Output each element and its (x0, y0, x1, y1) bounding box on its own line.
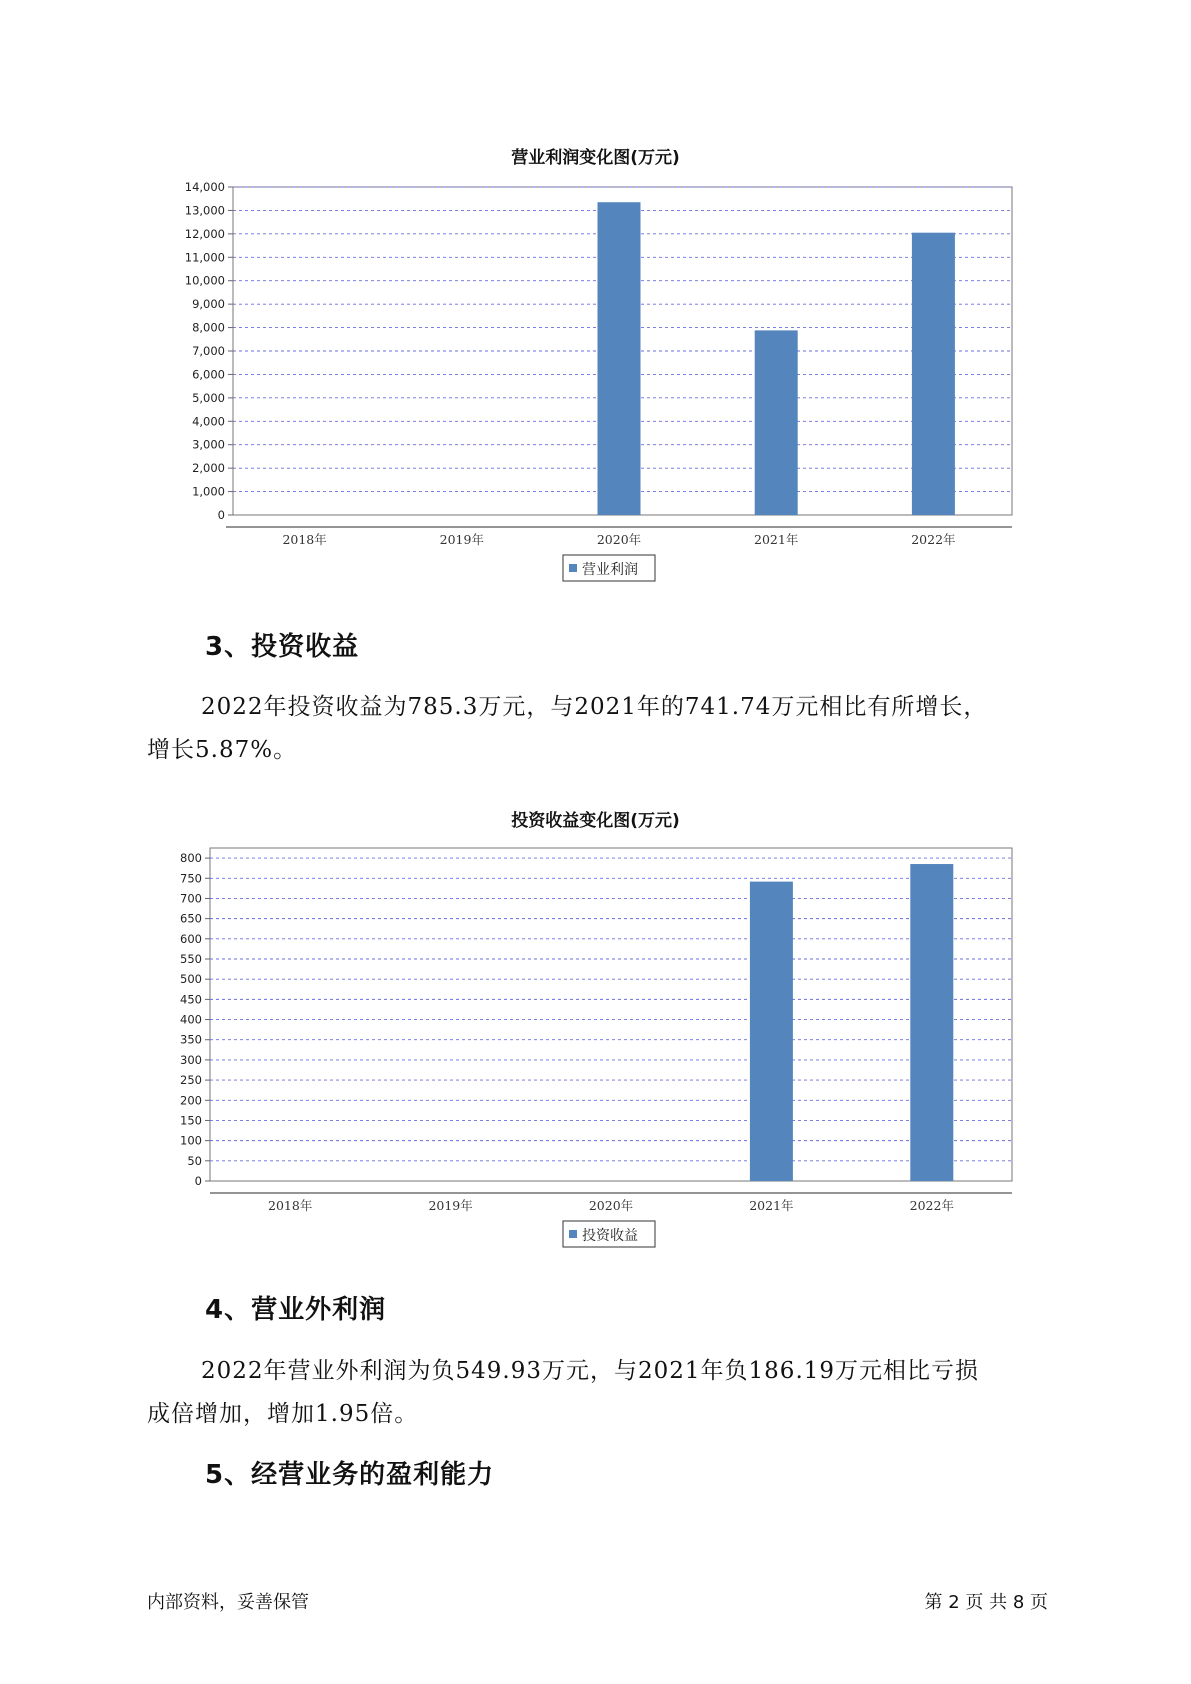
section-5-heading: 5、经营业务的盈利能力 (205, 1460, 495, 1490)
y-tick-label: 400 (180, 1012, 202, 1027)
x-category-label: 2022年 (909, 1198, 954, 1213)
section-4-line-2: 成倍增加，增加1.95倍。 (147, 1401, 419, 1427)
y-tick-label: 4,000 (192, 414, 225, 429)
x-category-label: 2020年 (588, 1198, 634, 1213)
y-tick-label: 200 (180, 1093, 202, 1108)
y-tick-label: 1,000 (192, 484, 225, 499)
y-tick-label: 800 (180, 851, 202, 866)
y-tick-label: 50 (187, 1153, 202, 1168)
investment-income-chart-title: 投资收益变化图(万元) (511, 811, 680, 831)
section-3-paragraph (147, 686, 1047, 772)
section-3-line-1: 2022年投资收益为785.3万元，与2021年的741.74万元相比有所增长， (201, 694, 988, 720)
x-category-label: 2019年 (428, 1198, 473, 1213)
y-tick-label: 11,000 (184, 250, 225, 265)
x-category-label: 2018年 (282, 532, 327, 547)
operating-profit-chart-title: 营业利润变化图(万元) (511, 148, 680, 168)
footer-confidential-note: 内部资料，妥善保管 (147, 1592, 309, 1613)
bar-2022年 (910, 864, 953, 1181)
y-tick-label: 10,000 (184, 273, 225, 288)
y-tick-label: 5,000 (192, 390, 225, 405)
y-tick-label: 150 (180, 1113, 202, 1128)
y-tick-label: 14,000 (184, 180, 225, 194)
plot-frame (210, 848, 1012, 1181)
y-tick-label: 2,000 (192, 461, 225, 476)
y-tick-label: 700 (180, 891, 202, 906)
y-tick-label: 600 (180, 931, 202, 946)
legend-label: 营业利润 (582, 562, 638, 578)
y-tick-label: 500 (180, 972, 202, 987)
section-4-line-1: 2022年营业外利润为负549.93万元，与2021年负186.19万元相比亏损 (201, 1358, 980, 1384)
y-tick-label: 3,000 (192, 437, 225, 452)
x-category-label: 2018年 (268, 1198, 313, 1213)
section-4-paragraph (147, 1350, 1047, 1436)
y-tick-label: 750 (180, 871, 202, 886)
y-tick-label: 12,000 (184, 226, 225, 241)
section-3-heading: 3、投资收益 (205, 632, 360, 662)
y-tick-label: 650 (180, 911, 202, 926)
section-3-line-2: 增长5.87%。 (147, 737, 298, 763)
y-tick-label: 300 (180, 1052, 202, 1067)
bar-2021年 (750, 882, 793, 1181)
y-tick-label: 0 (194, 1174, 202, 1188)
investment-income-chart (0, 836, 1191, 1256)
bar-2022年 (912, 233, 955, 515)
y-tick-label: 6,000 (192, 367, 225, 382)
y-tick-label: 9,000 (192, 297, 225, 312)
y-tick-label: 7,000 (192, 344, 225, 358)
y-tick-label: 13,000 (184, 203, 225, 218)
x-category-label: 2021年 (754, 532, 799, 547)
x-category-label: 2020年 (596, 532, 642, 547)
y-tick-label: 0 (217, 508, 225, 522)
y-tick-label: 350 (180, 1032, 202, 1047)
y-tick-label: 250 (180, 1073, 202, 1088)
operating-profit-chart (0, 170, 1191, 590)
y-tick-label: 100 (180, 1133, 202, 1148)
legend-label: 投资收益 (582, 1228, 638, 1244)
bar-2021年 (755, 330, 798, 515)
y-tick-label: 450 (180, 992, 202, 1007)
x-category-label: 2019年 (439, 532, 484, 547)
section-4-heading: 4、营业外利润 (205, 1295, 387, 1325)
y-tick-label: 8,000 (192, 320, 225, 335)
x-category-label: 2021年 (749, 1198, 794, 1213)
legend-swatch (569, 1230, 577, 1238)
y-tick-label: 550 (180, 952, 202, 966)
footer-page-number: 第 2 页 共 8 页 (924, 1592, 1048, 1613)
bar-2020年 (598, 202, 641, 515)
x-category-label: 2022年 (911, 532, 956, 547)
legend-swatch (569, 564, 577, 572)
